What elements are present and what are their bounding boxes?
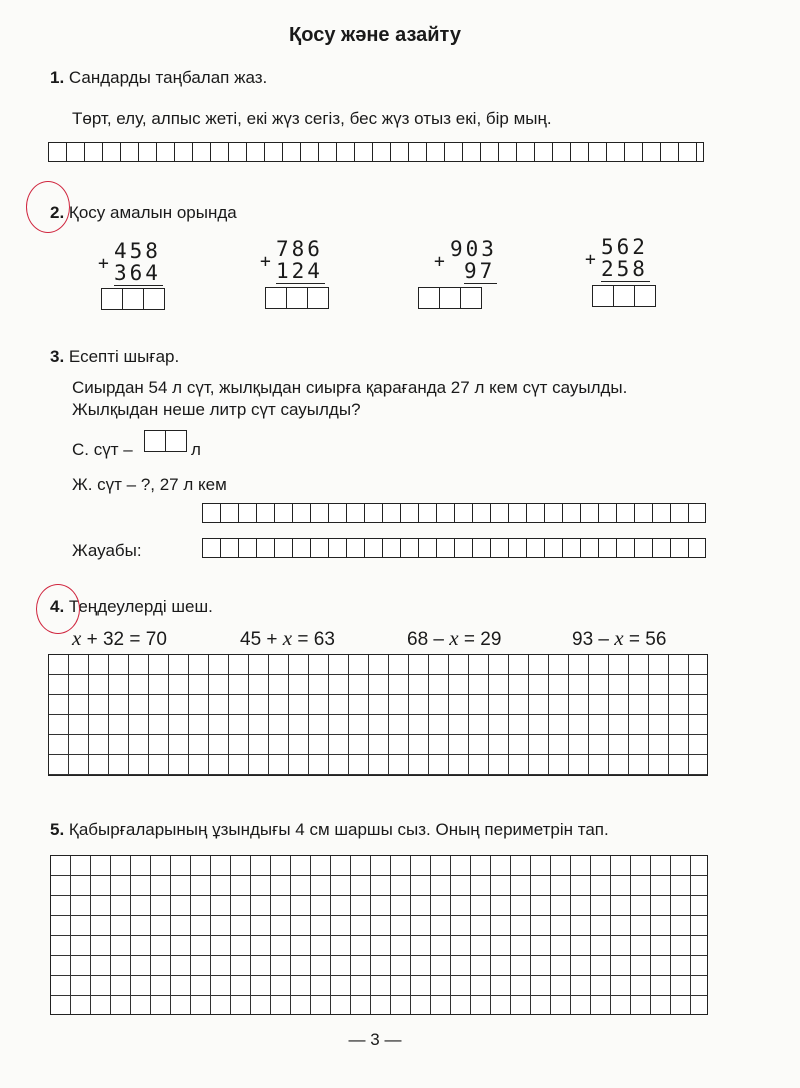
q1-number: 1. bbox=[50, 68, 65, 87]
q3-answer-label: Жауабы: bbox=[72, 541, 142, 560]
addend-top: 903 bbox=[450, 237, 497, 261]
equation-3: 68 – x = 29 bbox=[407, 626, 502, 650]
q5-heading bbox=[50, 820, 609, 840]
q3-cow-milk-label: С. сүт – bbox=[72, 440, 133, 459]
q3-horse-milk-label: Ж. сүт – ?, 27 л кем bbox=[72, 475, 227, 494]
q3-unit-litre: л bbox=[191, 440, 201, 459]
sum-answer-boxes-4[interactable] bbox=[592, 285, 656, 307]
variable-x: x bbox=[449, 626, 459, 650]
q3-instruction: Есепті шығар. bbox=[68, 347, 180, 366]
variable-x: x bbox=[282, 626, 293, 650]
q4-work-grid[interactable] bbox=[48, 654, 708, 776]
page-number: — 3 — bbox=[348, 1030, 402, 1049]
q5-drawing-grid[interactable] bbox=[50, 855, 708, 1015]
q3-solution-cells[interactable] bbox=[202, 503, 706, 523]
sum-answer-boxes-1[interactable] bbox=[101, 288, 165, 310]
red-pen-circle-q2 bbox=[26, 181, 70, 233]
q3-answer-cells[interactable] bbox=[202, 538, 706, 558]
addend-top: 786 bbox=[276, 237, 323, 261]
q1-heading bbox=[50, 68, 267, 88]
addend-bottom: 364 bbox=[114, 261, 161, 285]
q3-heading bbox=[50, 347, 179, 367]
q3-problem-line-1: Сиырдан 54 л сүт, жылқыдан сиырға қарағанда 27 л кем сүт сауылды. bbox=[72, 378, 628, 397]
q2-number: 2. bbox=[50, 203, 65, 222]
q3-problem-line-2: Жылқыдан неше литр сүт сауылды? bbox=[72, 400, 361, 419]
equation-2: 45 + x = 63 bbox=[240, 626, 335, 650]
addend-bottom: 258 bbox=[601, 257, 648, 281]
plus-sign: + bbox=[260, 251, 271, 272]
plus-sign: + bbox=[585, 249, 596, 270]
addend-top: 458 bbox=[114, 239, 161, 263]
plus-sign: + bbox=[434, 251, 445, 272]
sum-answer-boxes-2[interactable] bbox=[265, 287, 329, 309]
addend-top: 562 bbox=[601, 235, 648, 259]
sum-answer-boxes-3[interactable] bbox=[418, 287, 482, 309]
q5-instruction: Қабырғаларының ұзындығы 4 см шаршы сыз. Оның периметрін тап. bbox=[68, 820, 609, 839]
addend-bottom: 97 bbox=[464, 259, 496, 283]
q3-cow-milk-boxes[interactable] bbox=[144, 430, 187, 452]
plus-sign: + bbox=[98, 253, 109, 274]
q4-number: 4. bbox=[50, 597, 65, 616]
q4-instruction: Теңдеулерді шеш. bbox=[68, 597, 213, 616]
q5-number: 5. bbox=[50, 820, 65, 839]
variable-x: x bbox=[614, 626, 624, 650]
addend-bottom: 124 bbox=[276, 259, 323, 283]
q1-instruction: Сандарды таңбалап жаз. bbox=[68, 68, 268, 87]
q1-number-words: Төрт, елу, алпыс жеті, екі жүз сегіз, бес жүз отыз екі, бір мың. bbox=[72, 109, 552, 128]
equation-1: x + 32 = 70 bbox=[72, 626, 167, 650]
equation-4: 93 – x = 56 bbox=[572, 626, 667, 650]
page-title: Қосу және азайту bbox=[289, 24, 461, 46]
q2-instruction: Қосу амалын орында bbox=[68, 203, 237, 222]
q3-number: 3. bbox=[50, 347, 65, 366]
variable-x: x bbox=[72, 626, 82, 650]
q2-heading bbox=[50, 203, 237, 223]
q1-answer-cells[interactable] bbox=[48, 142, 704, 162]
